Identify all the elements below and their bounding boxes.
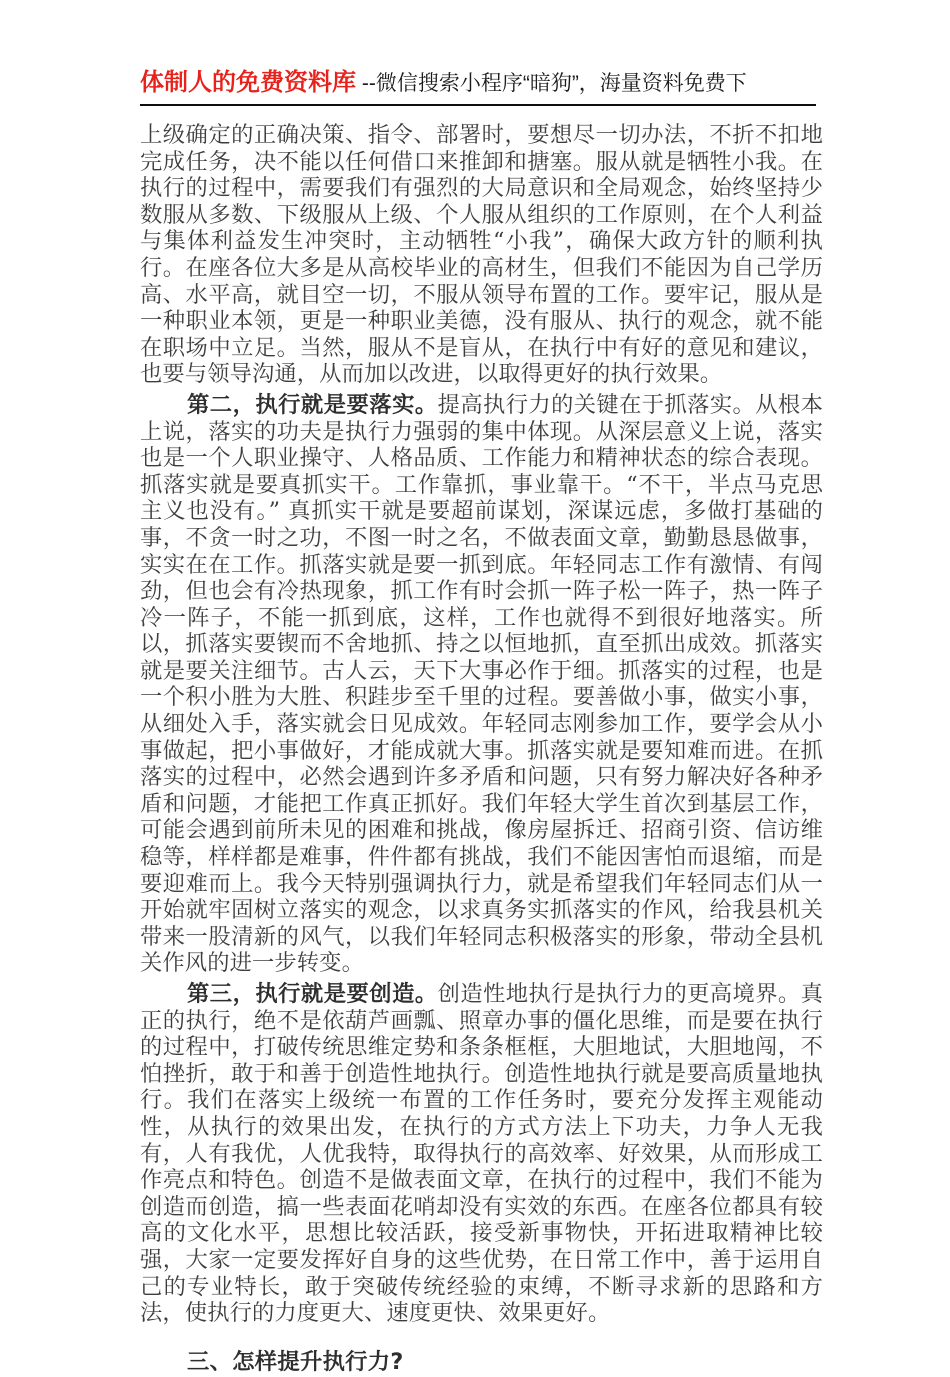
paragraph-text: 创造性地执行是执行力的更高境界。真正的执行，绝不是依葫芦画瓢、照章办事的僵化思维，而是要在执行的过程中，打破传统思维定势和条条框框，大胆地试，大胆地闯，不怕挫折，敢于和善于创造性地执行。创造性地执行就是要高质量地执行。我们在落实上级统一布置的工作任务时，要充分发挥主观能动性，从执行的效果出发，在执行的方式方法上下功夫，力争人无我有，人有我优，人优我特，取得执行的高效率、好效果，从而形成工作亮点和特色。创造不是做表面文章，在执行的过程中，我们不能为创造而创造，搞一些表面花哨却没有实效的东西。在座各位都具有较高的文化水平，思想比较活跃，接受新事物快，开拓进取精神比较强，大家一定要发挥好自身的这些优势，在日常工作中，善于运用自己的专业特长，敢于突破传统经验的束缚，不断寻求新的思路和方法，使执行的力度更大、速度更快、效果更好。 [140,981,823,1327]
paragraph-second-point [140,392,823,977]
header-divider-rule [140,104,816,106]
document-body-column [140,122,823,1377]
paragraph-text: 上级确定的正确决策、指令、部署时，要想尽一切办法，不折不扣地完成任务，决不能以任何借口来推卸和搪塞。服从就是牺牲小我。在执行的过程中，需要我们有强烈的大局意识和全局观念，始终坚持少数服从多数、下级服从上级、个人服从组织的工作原则，在个人利益与集体利益发生冲突时，主动牺牲“小我”，确保大政方针的顺利执行。在座各位大多是从高校毕业的高材生，但我们不能因为自己学历高、水平高，就目空一切，不服从领导布置的工作。要牢记，服从是一种职业本领，更是一种职业美德，没有服从、执行的观念，就不能在职场中立足。当然，服从不是盲从，在执行中有好的意见和建议，也要与领导沟通，从而加以改进，以取得更好的执行效果。 [140,122,823,388]
paragraph-lead-bold: 第三，执行就是要创造。 [187,981,438,1007]
paragraph-continuation [140,122,823,388]
paragraph-lead-bold: 第二，执行就是要落实。 [187,391,438,418]
paragraph-third-point [140,981,823,1327]
section-heading-three: 三、怎样提升执行力? [187,1348,404,1375]
promo-header-red-text: 体制人的免费资料库 [140,69,356,96]
promo-header-black-text: --微信搜索小程序“暗狗”，海量资料免费下 [356,72,747,95]
paragraph-text: 提高执行力的关键在于抓落实。从根本上说，落实的功夫是执行力强弱的集中体现。从深层意义上说，落实也是一个人职业操守、人格品质、工作能力和精神状态的综合表现。抓落实就是要真抓实干。工作靠抓，事业靠干。“不干，半点马克思主义也没有。” 真抓实干就是要超前谋划，深谋远虑，多做打基础的事，不贪一时之功，不图一时之名，不做表面文章，勤勤恳恳做事，实实在在工作。抓落实就是要一抓到底。年轻同志工作有激情、有闯劲，但也会有冷热现象，抓工作有时会抓一阵子松一阵子，热一阵子冷一阵子，不能一抓到底，这样，工作也就得不到很好地落实。所以，抓落实要锲而不舍地抓、持之以恒地抓，直至抓出成效。抓落实就是要关注细节。古人云，天下大事必作于细。抓落实的过程，也是一个积小胜为大胜、积跬步至千里的过程。要善做小事，做实小事，从细处入手，落实就会日见成效。年轻同志刚参加工作，要学会从小事做起，把小事做好，才能成就大事。抓落实就是要知难而进。在抓落实的过程中，必然会遇到许多矛盾和问题，只有努力解决好各种矛盾和问题，才能把工作真正抓好。我们年轻大学生首次到基层工作，可能会遇到前所未见的困难和挑战，像房屋拆迁、招商引资、信访维稳等，样样都是难事，件件都有挑战，我们不能因害怕而退缩，而是要迎难而上。我今天特别强调执行力，就是希望我们年轻同志们从一开始就牢固树立落实的观念，以求真务实抓落实的作风，给我县机关带来一股清新的风气，以我们年轻同志积极落实的形象，带动全县机关作风的进一步转变。 [140,391,823,977]
promo-header-banner [140,62,830,102]
